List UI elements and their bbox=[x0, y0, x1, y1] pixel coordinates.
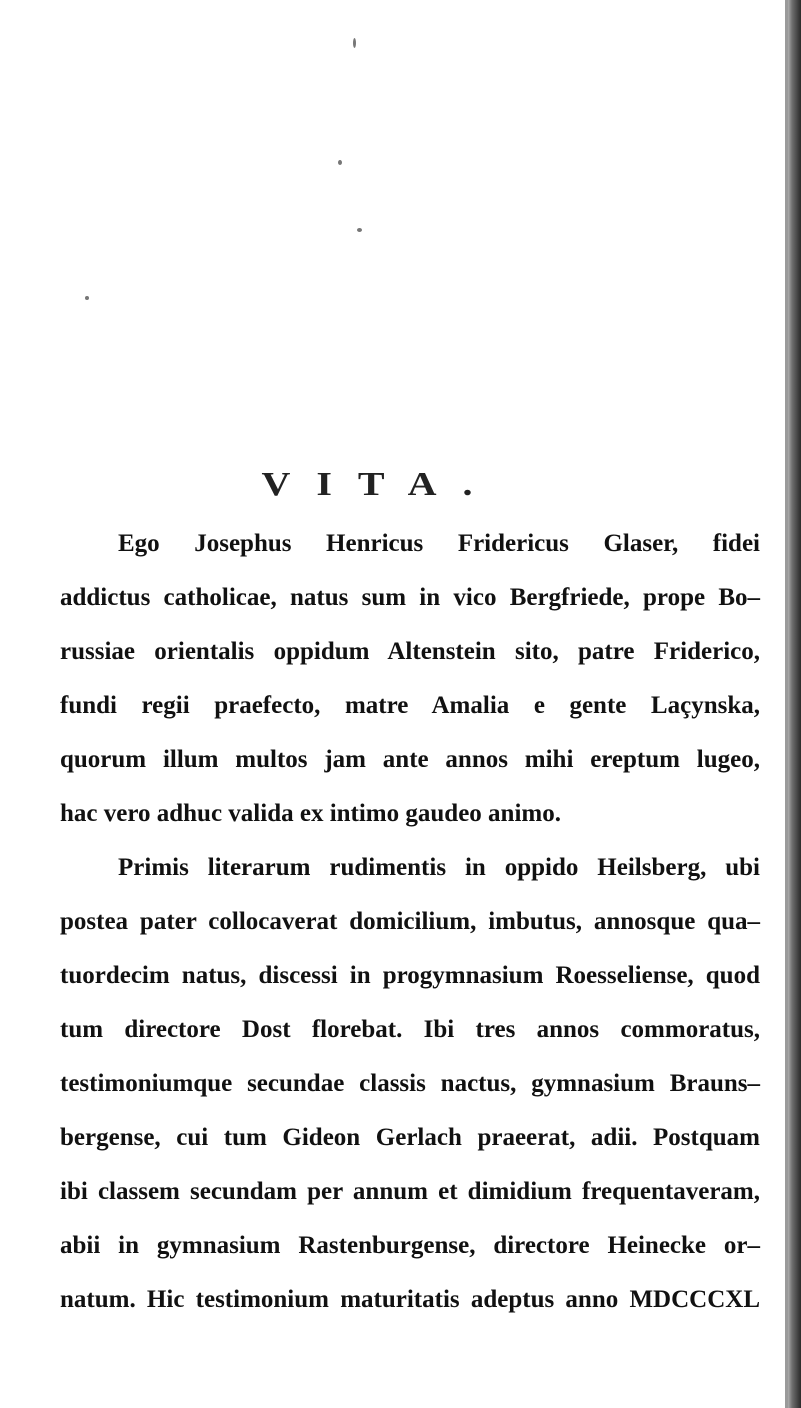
text-line: bergense, cui tum Gideon Gerlach praeerat, adii. Postquam bbox=[60, 1124, 760, 1151]
text-line: natum. Hic testimonium maturitatis adeptus anno MDCCCXL bbox=[60, 1286, 760, 1313]
text-line: russiae orientalis oppidum Altenstein sito, patre Friderico, bbox=[60, 638, 760, 665]
text-line: tum directore Dost florebat. Ibi tres annos commoratus, bbox=[60, 1016, 760, 1043]
text-line: Primis literarum rudimentis in oppido Heilsberg, ubi bbox=[118, 854, 760, 881]
text-line: ibi classem secundam per annum et dimidium frequentaveram, bbox=[60, 1178, 760, 1205]
text-line: testimoniumque secundae classis nactus, gymnasium Brauns– bbox=[60, 1070, 760, 1097]
paper-speck bbox=[353, 38, 356, 48]
text-line: hac vero adhuc valida ex intimo gaudeo animo. bbox=[60, 800, 561, 827]
text-line: fundi regii praefecto, matre Amalia e gente Laçynska, bbox=[60, 692, 760, 719]
paper-speck bbox=[357, 228, 362, 232]
body-text bbox=[60, 517, 760, 1327]
text-line: tuordecim natus, discessi in progymnasium Roesseliense, quod bbox=[60, 962, 760, 989]
text-line: postea pater collocaverat domicilium, imbutus, annosque qua– bbox=[60, 908, 760, 935]
section-heading bbox=[0, 460, 760, 507]
paper-speck bbox=[85, 296, 89, 300]
text-line: Ego Josephus Henricus Fridericus Glaser, fidei bbox=[118, 530, 760, 557]
page-binding-edge bbox=[785, 0, 801, 1408]
heading-text: VITA. bbox=[261, 464, 499, 503]
text-line: addictus catholicae, natus sum in vico Bergfriede, prope Bo– bbox=[60, 584, 760, 611]
text-line: abii in gymnasium Rastenburgense, directore Heinecke or– bbox=[60, 1232, 760, 1259]
text-line: quorum illum multos jam ante annos mihi ereptum lugeo, bbox=[60, 746, 760, 773]
paper-speck bbox=[338, 160, 342, 165]
